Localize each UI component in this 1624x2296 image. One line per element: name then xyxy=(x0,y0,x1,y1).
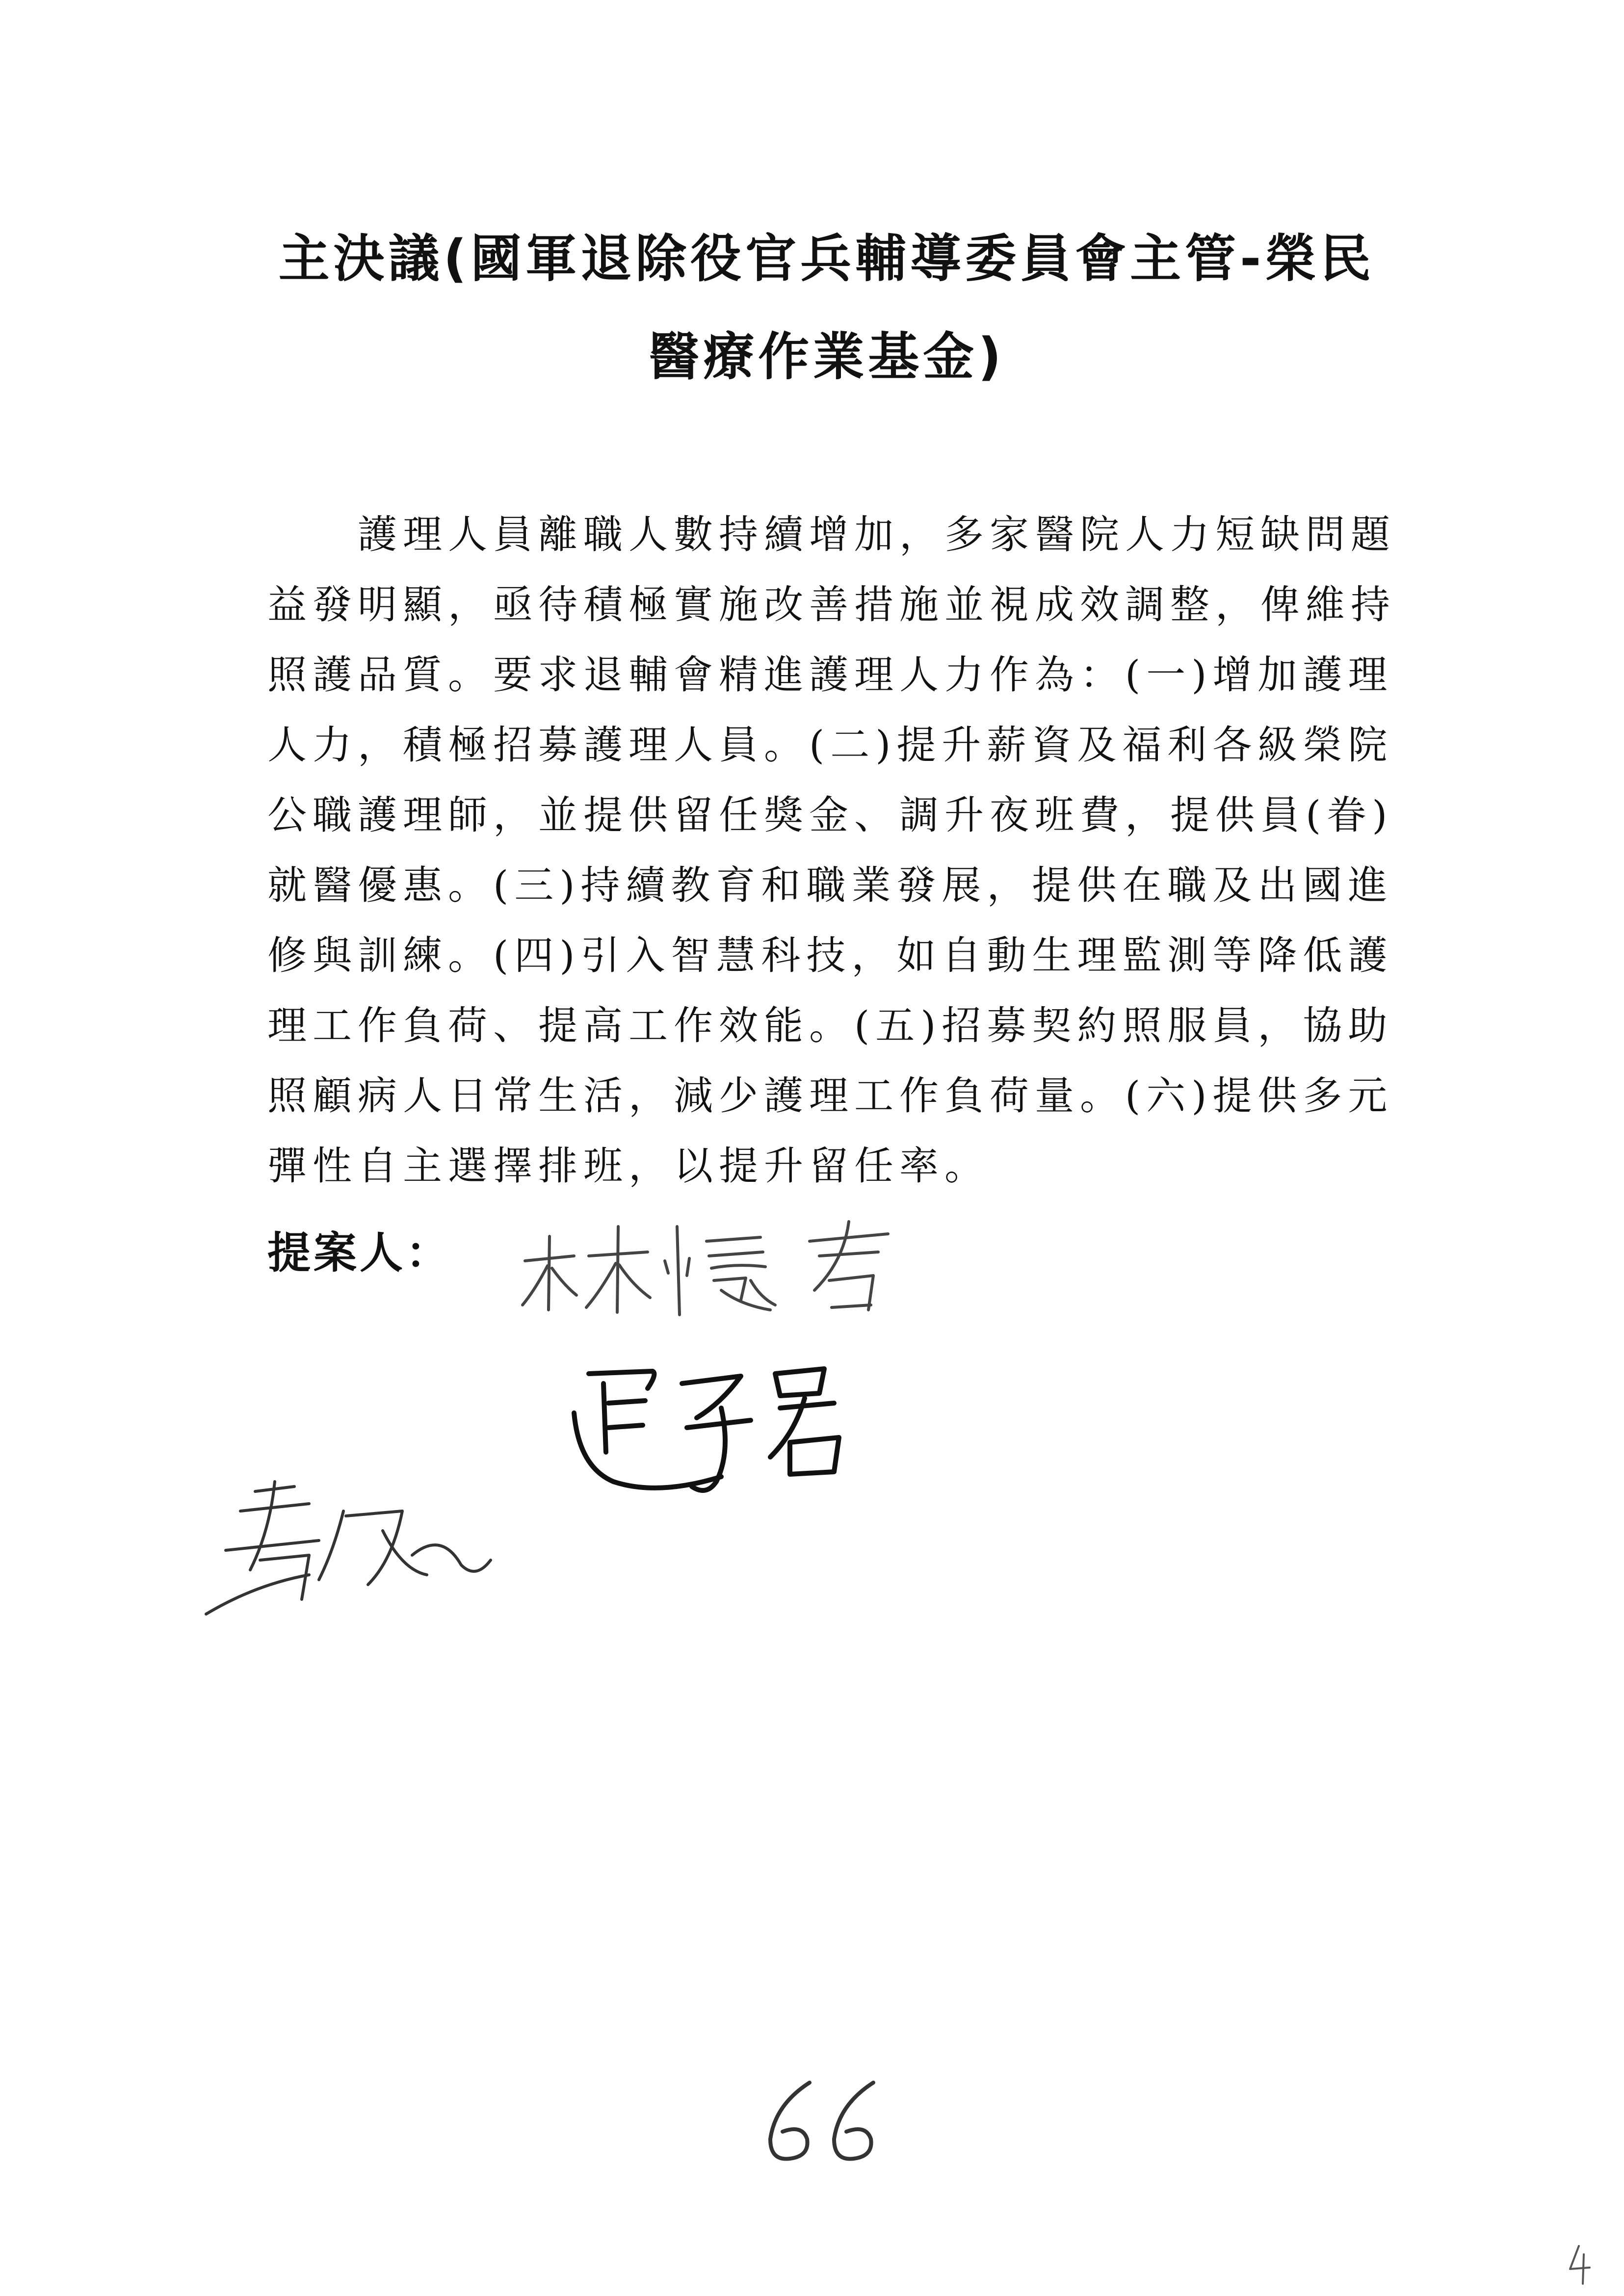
body-line: 修與訓練。(四)引入智慧科技，如自動生理監測等降低護 xyxy=(267,933,1393,978)
resolution-title-line-2: 醫療作業基金) xyxy=(648,327,1005,387)
handwritten-page-number xyxy=(756,2075,893,2168)
body-line: 理工作負荷、提高工作效能。(五)招募契約照服員，協助 xyxy=(267,1003,1393,1048)
signature-1 xyxy=(515,1207,937,1325)
body-line: 彈性自主選擇排班，以提升留任率。 xyxy=(267,1143,990,1189)
resolution-title-line-1: 主決議(國軍退除役官兵輔導委員會主管-榮民 xyxy=(278,229,1375,288)
signature-2 xyxy=(559,1354,893,1516)
body-line: 人力，積極招募護理人員。(二)提升薪資及福利各級榮院 xyxy=(267,722,1393,768)
signature-3 xyxy=(196,1472,500,1629)
body-line: 護理人員離職人數持續增加，多家醫院人力短缺問題 xyxy=(267,512,1396,557)
body-line: 公職護理師，並提供留任獎金、調升夜班費，提供員(眷) xyxy=(267,792,1393,838)
body-line: 照顧病人日常生活，減少護理工作負荷量。(六)提供多元 xyxy=(267,1073,1393,1119)
body-line: 就醫優惠。(三)持續教育和職業發展，提供在職及出國進 xyxy=(267,862,1393,908)
body-line: 益發明顯，亟待積極實施改善措施並視成效調整，俾維持 xyxy=(267,582,1396,627)
body-line: 照護品質。要求退輔會精進護理人力作為：(一)增加護理 xyxy=(267,652,1393,698)
proposer-label: 提案人： xyxy=(267,1227,452,1278)
handwritten-corner-mark xyxy=(1565,2242,1595,2286)
